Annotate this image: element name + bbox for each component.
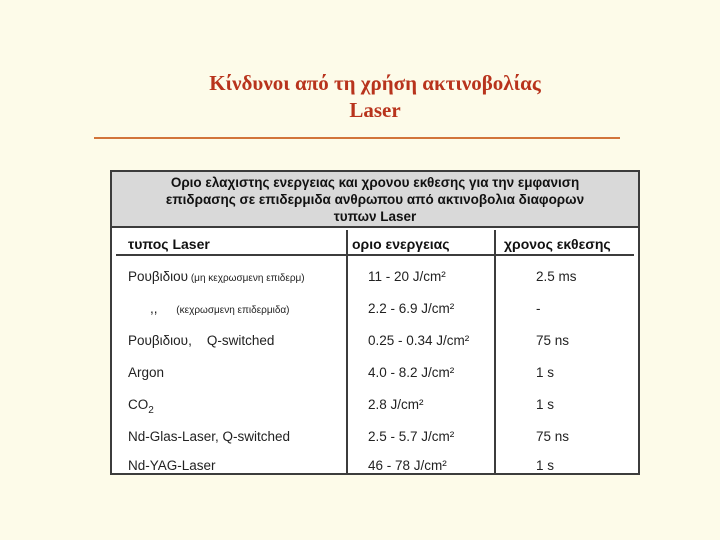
cell-laser-type: Ρουβιδιου (μη κεχρωσμενη επιδερμ) xyxy=(128,269,305,284)
caption-line-2: επιδρασης σε επιδερμιδα ανθρωπου από ακτινοβολια διαφορων xyxy=(165,192,585,207)
cell-time: - xyxy=(536,301,541,316)
laser-exposure-table xyxy=(110,170,640,475)
cell-energy: 46 - 78 J/cm² xyxy=(368,458,447,473)
table-row xyxy=(112,294,638,324)
cell-energy: 0.25 - 0.34 J/cm² xyxy=(368,333,470,348)
cell-laser-type: $CO_2$ xyxy=(128,397,154,416)
cell-energy: 11 - 20 J/cm² xyxy=(368,269,446,284)
cell-time: 1 s xyxy=(536,458,555,473)
cell-time: 75 ns xyxy=(536,333,570,348)
cell-energy: 2.5 - 5.7 J/cm² xyxy=(368,429,455,444)
cell-energy: 2.8 J/cm² xyxy=(368,397,424,412)
cell-time: 1 s xyxy=(536,397,555,412)
header-divider xyxy=(116,254,634,256)
title-line-1: Κίνδυνοι από τη χρήση ακτινοβολίας xyxy=(209,71,541,95)
title-line-2: Laser xyxy=(349,98,401,122)
header-energy-threshold: οριο ενεργειας xyxy=(352,236,450,252)
table-caption xyxy=(112,172,638,228)
table-row xyxy=(112,451,638,481)
cell-energy: 2.2 - 6.9 J/cm² xyxy=(368,301,455,316)
cell-laser-type: Nd-Glas-Laser, Q-switched xyxy=(128,429,291,444)
table-row xyxy=(112,390,638,420)
table-row xyxy=(112,262,638,292)
cell-time: 75 ns xyxy=(536,429,570,444)
slide-title xyxy=(100,70,650,124)
title-underline xyxy=(94,137,620,139)
table-row xyxy=(112,422,638,452)
cell-time: 2.5 ms xyxy=(536,269,577,284)
cell-laser-type: Nd-YAG-Laser xyxy=(128,458,216,473)
cell-energy: 4.0 - 8.2 J/cm² xyxy=(368,365,455,380)
cell-laser-type: ,, (κεχρωσμενη επιδερμιδα) xyxy=(150,301,290,316)
table-row xyxy=(112,326,638,356)
table-row xyxy=(112,358,638,388)
header-laser-type: τυπος Laser xyxy=(128,236,210,252)
cell-laser-type: Ρουβιδιου, Q-switched xyxy=(128,333,275,348)
cell-time: 1 s xyxy=(536,365,555,380)
caption-line-1: Οριο ελαχιστης ενεργειας και χρονου εκθεσης για την εμφανιση xyxy=(170,175,580,190)
caption-line-3: τυπων Laser xyxy=(333,209,417,224)
cell-laser-type: Argon xyxy=(128,365,165,380)
header-exposure-time: χρονος εκθεσης xyxy=(504,236,611,252)
